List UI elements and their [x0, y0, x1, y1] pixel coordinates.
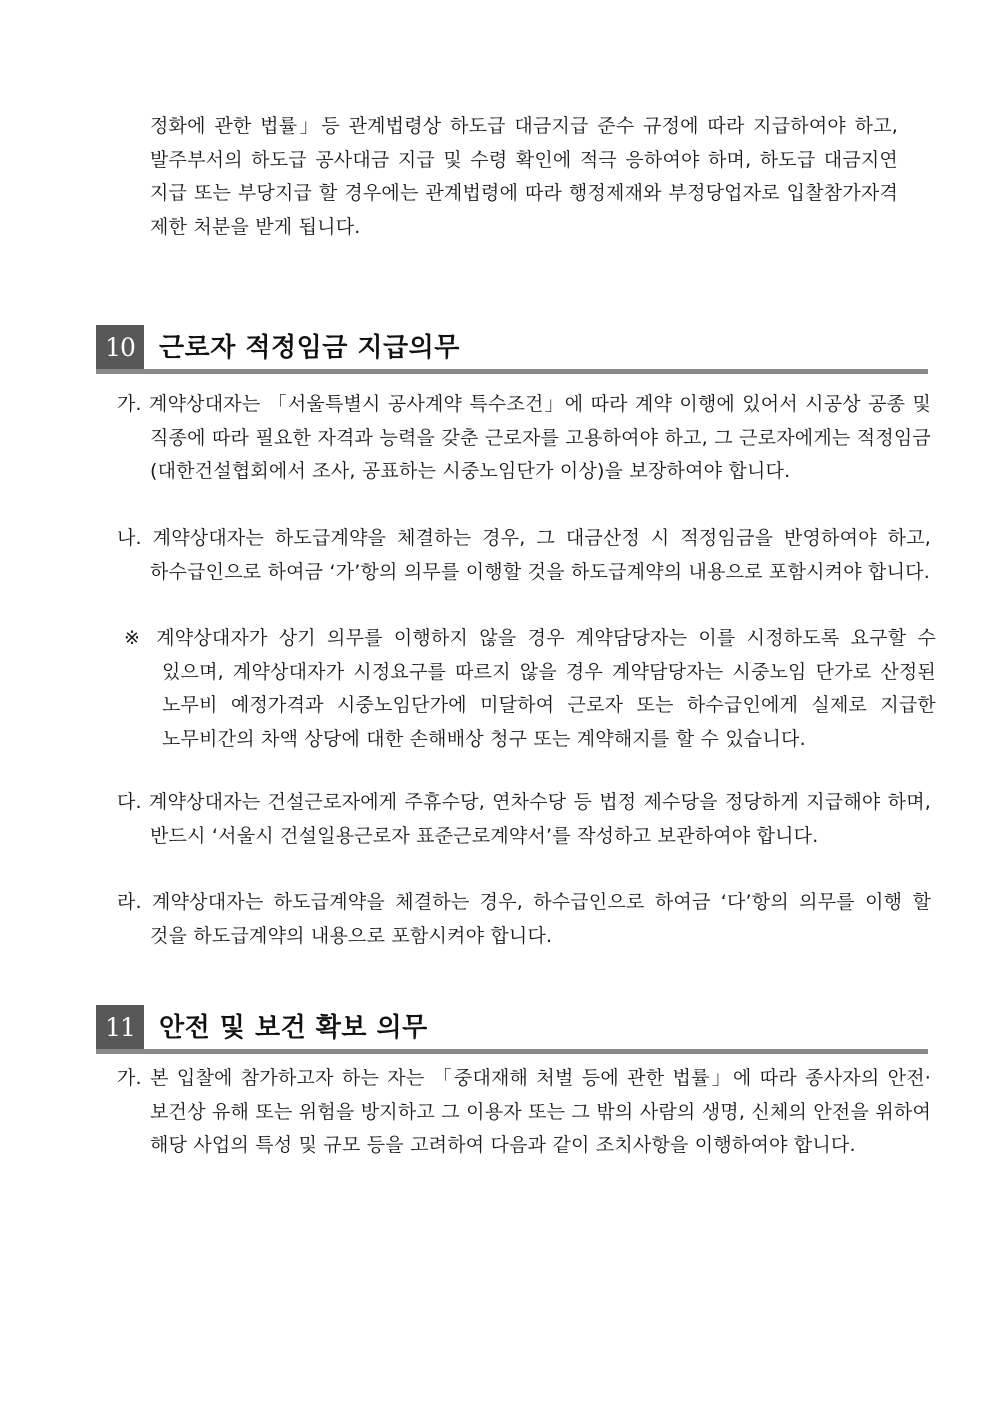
section-10-item-ga: 가. 계약상대자는 「서울특별시 공사계약 특수조건」에 따라 계약 이행에 있어서 시공상 공종 및 직종에 따라 필요한 자격과 능력을 갖춘 근로자를 고용하여야 하고, 그 근로자에게는 적정임금(대한건설협회에서 조사, 공표하는 시중노임단가 이상)을 보장하여야 합니다. — [117, 393, 931, 482]
section-divider — [96, 1049, 928, 1054]
section-10-item-na: 나. 계약상대자는 하도급계약을 체결하는 경우, 그 대금산정 시 적정임금을 반영하여야 하고, 하수급인으로 하여금 ‘가’항의 의무를 이행할 것을 하도급계약의 내용으로 포함시켜야 합니다. — [117, 527, 931, 583]
section-11-header — [96, 1005, 928, 1055]
section-10-item-ra: 라. 계약상대자는 하도급계약을 체결하는 경우, 하수급인으로 하여금 ‘다’항의 의무를 이행 할 것을 하도급계약의 내용으로 포함시켜야 합니다. — [117, 891, 931, 947]
section-10-header — [96, 325, 928, 375]
intro-paragraph: 정화에 관한 법률」등 관계법령상 하도급 대금지급 준수 규정에 따라 지급하여야 하고, 발주부서의 하도급 공사대금 지급 및 수령 확인에 적극 응하여야 하며, 하도급 대금지연 지급 또는 부당지급 할 경우에는 관계법령에 따라 행정제재와 부정당업자로 입찰참가자격 제한 처분을 받게 됩니다. — [150, 115, 898, 238]
section-title: 안전 및 보건 확보 의무 — [159, 1013, 428, 1043]
section-number-badge: 10 — [96, 325, 144, 371]
section-number-badge: 11 — [96, 1005, 144, 1051]
section-divider — [96, 369, 928, 374]
section-10-item-da: 다. 계약상대자는 건설근로자에게 주휴수당, 연차수당 등 법정 제수당을 정당하게 지급해야 하며, 반드시 ‘서울시 건설일용근로자 표준근로계약서’를 작성하고 보관하여야 합니다. — [117, 791, 931, 847]
section-title: 근로자 적정임금 지급의무 — [159, 333, 460, 363]
section-11-item-ga: 가. 본 입찰에 참가하고자 하는 자는 「중대재해 처벌 등에 관한 법률」에 따라 종사자의 안전·보건상 유해 또는 위험을 방지하고 그 이용자 또는 그 밖의 사람의 생명, 신체의 안전을 위하여 해당 사업의 특성 및 규모 등을 고려하여 다음과 같이 조치사항을 이행하여야 합니다. — [117, 1067, 931, 1156]
section-10-note: ※ 계약상대자가 상기 의무를 이행하지 않을 경우 계약담당자는 이를 시정하도록 요구할 수 있으며, 계약상대자가 시정요구를 따르지 않을 경우 계약담당자는 시중노임 단가로 산정된 노무비 예정가격과 시중노임단가에 미달하여 근로자 또는 하수급인에게 실제로 지급한 노무비간의 차액 상당에 대한 손해배상 청구 또는 계약해지를 할 수 있습니다. — [124, 627, 936, 750]
